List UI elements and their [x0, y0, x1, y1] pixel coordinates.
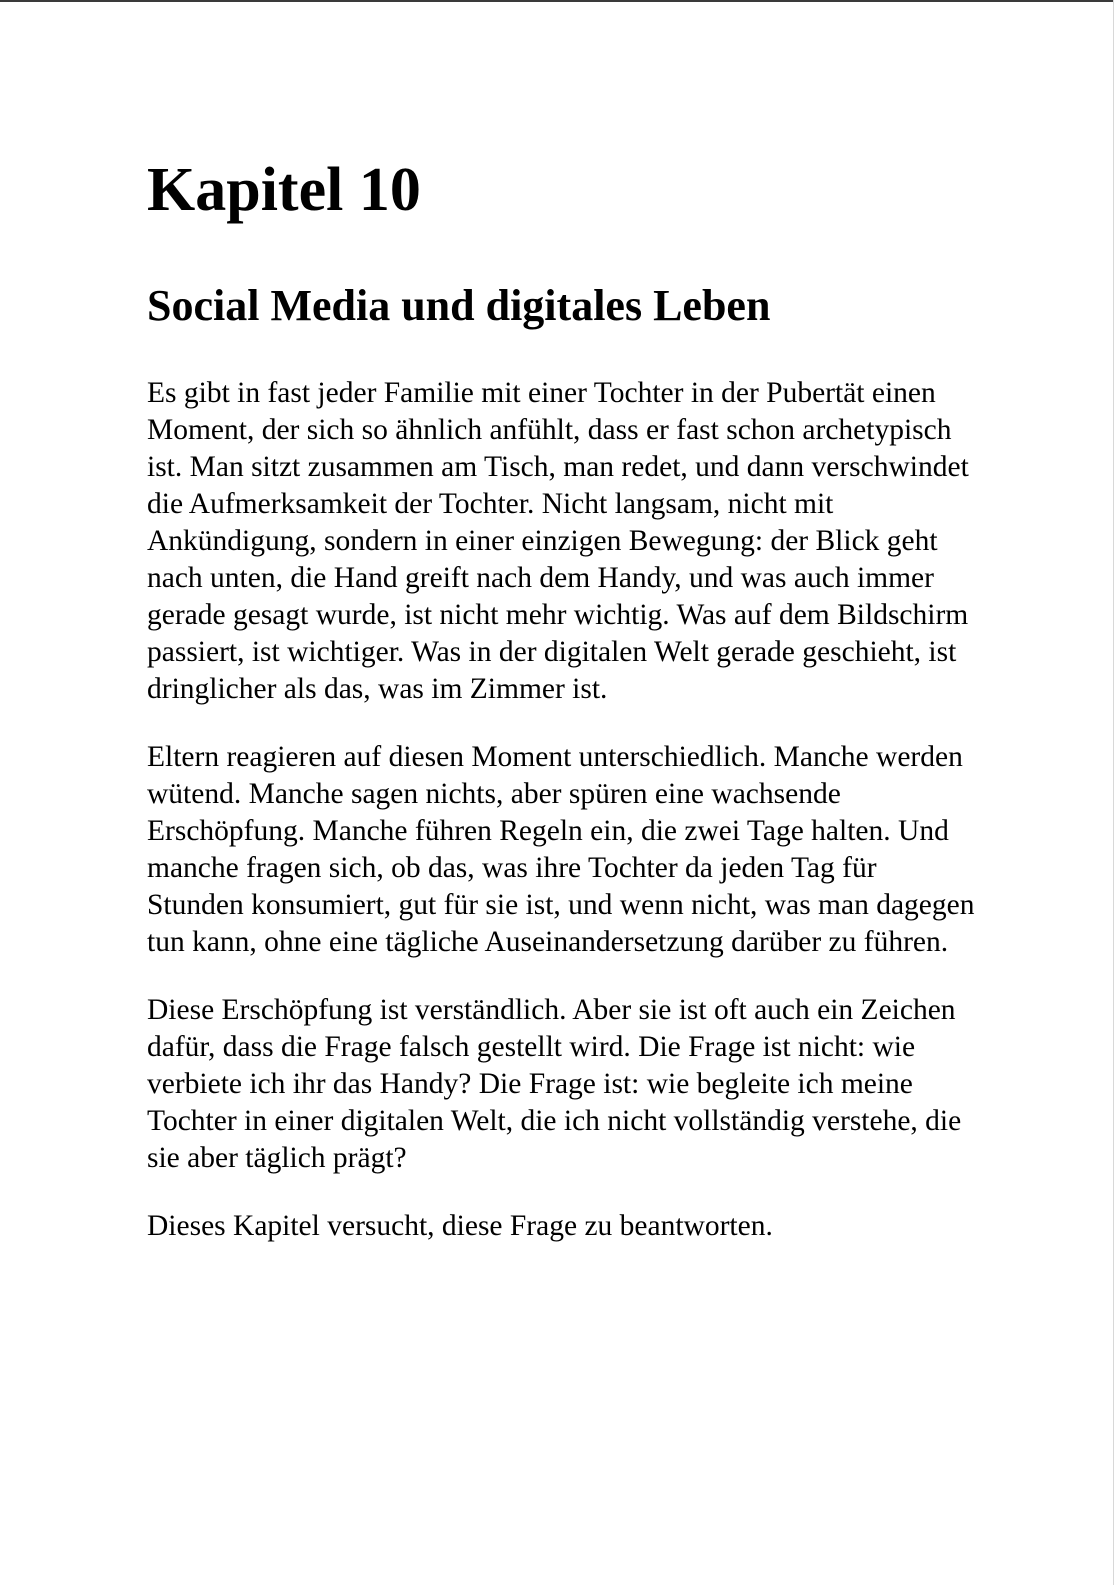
- body-paragraph-2: Eltern reagieren auf diesen Moment unterschiedlich. Manche werden wütend. Manche sagen nichts, aber spüren eine wachsende Erschöpfung. Manche führen Regeln ein, die zwei Tage halten. Und manche fragen sich, ob das, was ihre Tochter da jeden Tag für Stunden konsumiert, gut für sie ist, und wenn nicht, was man dagegen tun kann, ohne eine tägliche Auseinandersetzung darüber zu führen.: [147, 741, 975, 958]
- document-page: [147, 150, 977, 1245]
- top-border: [0, 0, 1114, 2]
- body-paragraph-1: Es gibt in fast jeder Familie mit einer Tochter in der Pubertät einen Moment, der sich so ähnlich anfühlt, dass er fast schon archetypisch ist. Man sitzt zusammen am Tisch, man redet, und dann verschwindet die Aufmerksamkeit der Tochter. Nicht langsam, nicht mit Ankündigung, sondern in einer einzigen Bewegung: der Blick geht nach unten, die Hand greift nach dem Handy, und was auch immer gerade gesagt wurde, ist nicht mehr wichtig. Was auf dem Bildschirm passiert, ist wichtiger. Was in der digitalen Welt gerade geschieht, ist dringlicher als das, was im Zimmer ist.: [147, 377, 969, 705]
- chapter-title: Kapitel 10: [147, 156, 421, 224]
- body-paragraph-4: Dieses Kapitel versucht, diese Frage zu beantworten.: [147, 1210, 773, 1242]
- section-title: Social Media und digitales Leben: [147, 281, 771, 330]
- body-paragraph-3: Diese Erschöpfung ist verständlich. Aber sie ist oft auch ein Zeichen dafür, dass die Frage falsch gestellt wird. Die Frage ist nicht: wie verbiete ich ihr das Handy? Die Frage ist: wie begleite ich meine Tochter in einer digitalen Welt, die ich nicht vollständig verstehe, die sie aber täglich prägt?: [147, 994, 962, 1174]
